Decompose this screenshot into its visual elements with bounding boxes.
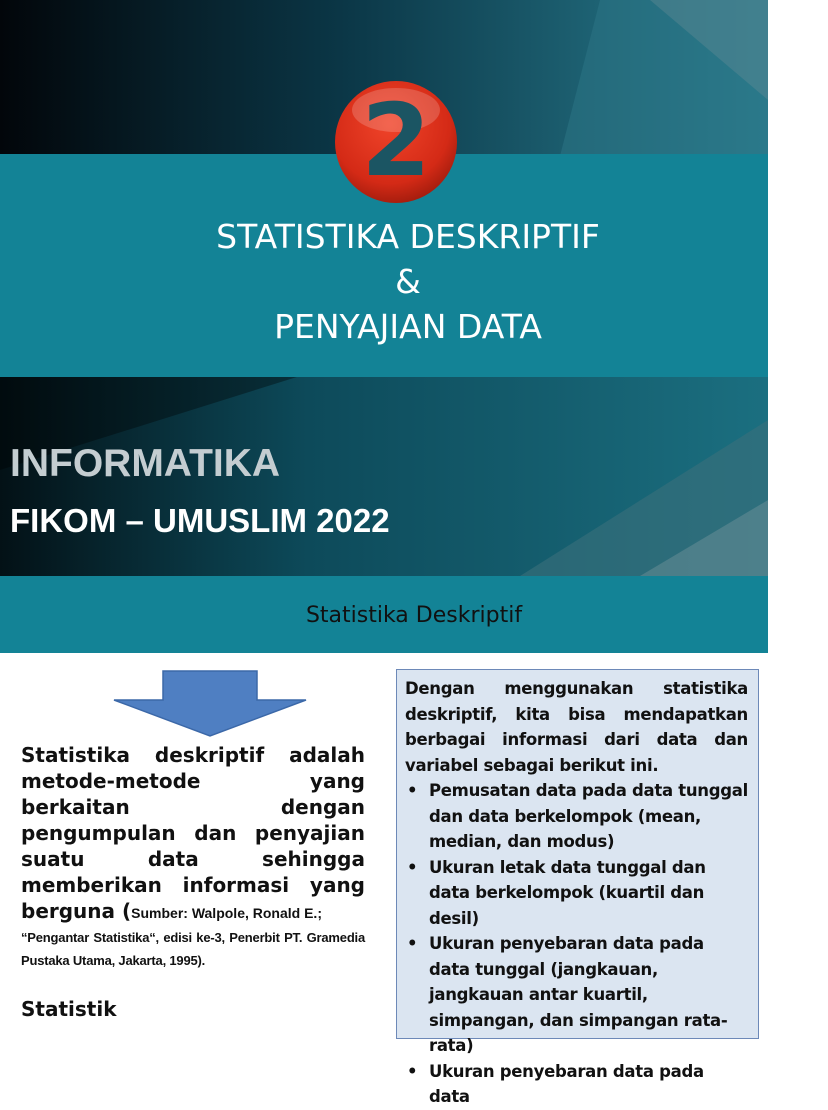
list-item xyxy=(405,778,748,855)
bullet-icon: • xyxy=(407,781,418,800)
list-item-text: Ukuran penyebaran data pada data xyxy=(429,1061,704,1106)
list-item xyxy=(405,931,748,1059)
list-item xyxy=(405,855,748,932)
number-badge-icon xyxy=(334,80,458,204)
down-arrow-icon xyxy=(112,670,308,738)
title-line-2: & xyxy=(395,262,421,301)
list-item-text: Pemusatan data pada data tunggal dan data berkelompok (mean, median, dan modus) xyxy=(429,781,748,851)
slide-heading: Statistika Deskriptif xyxy=(305,603,523,628)
definition-text xyxy=(21,742,365,972)
title-line-1: STATISTIKA DESKRIPTIF xyxy=(216,217,600,256)
title-line-3: PENYAJIAN DATA xyxy=(274,307,542,346)
list-item-text: Ukuran penyebaran data pada data tunggal (jangkauan, jangkauan antar kuartil, simpangan, dan simpangan rata-rata) xyxy=(429,934,728,1055)
definition-main: Statistika deskriptif adalah metode-metode yang berkaitan dengan pengumpulan dan penyajian suatu data sehingga memberikan informasi yang berguna ( xyxy=(21,743,365,923)
bullet-icon: • xyxy=(407,1061,418,1081)
source-author: Walpole, Ronald E.; xyxy=(187,905,322,921)
info-list xyxy=(405,778,748,1110)
badge-number: 2 xyxy=(361,82,431,199)
list-item-text: Ukuran letak data tunggal dan data berkelompok (kuartil dan desil) xyxy=(429,857,706,928)
source-label: Sumber: xyxy=(131,905,188,921)
bullet-icon: • xyxy=(407,857,418,877)
title-slide xyxy=(0,0,768,576)
program-name: INFORMATIKA xyxy=(10,442,281,485)
list-item xyxy=(405,1059,748,1110)
info-intro: Dengan menggunakan statistika deskriptif, kita bisa mendapatkan berbagai informasi dari data dan variabel sebagai berikut ini. xyxy=(405,679,748,775)
content-slide xyxy=(0,576,768,1106)
next-heading: Statistik xyxy=(21,997,117,1021)
presentation-title xyxy=(40,214,776,349)
faculty-year: FIKOM – UMUSLIM 2022 xyxy=(10,502,390,539)
bullet-icon: • xyxy=(407,934,418,953)
info-box xyxy=(396,669,759,1106)
source-citation: “Pengantar Statistika“, edisi ke-3, Penerbit PT. Gramedia Pustaka Utama, Jakarta, 1995). xyxy=(21,930,365,968)
